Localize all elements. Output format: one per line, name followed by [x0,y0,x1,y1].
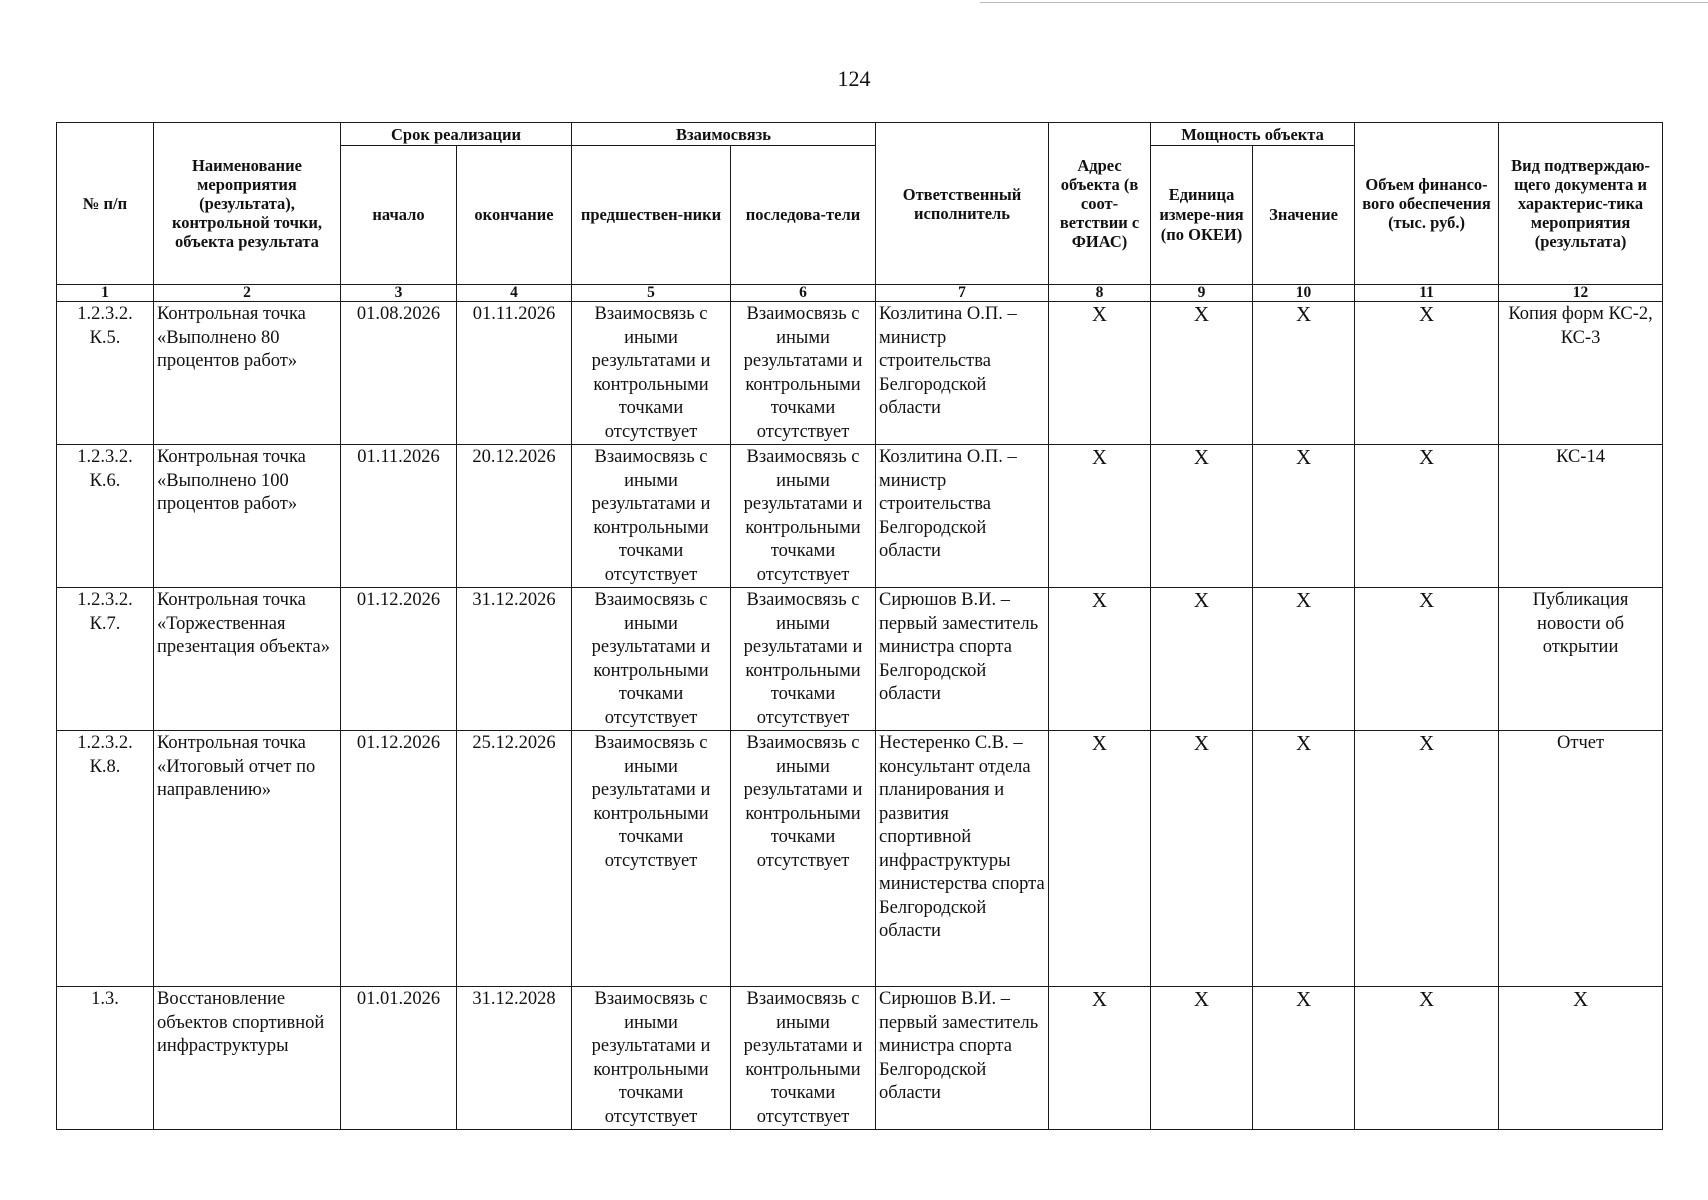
header-row-top [57,123,1663,146]
row-successors: Взаимосвязь с иными результатами и контрольными точками отсутствует [731,302,876,445]
row-end: 31.12.2026 [457,588,572,731]
row-start: 01.11.2026 [341,445,457,588]
row-unit: X [1151,302,1253,445]
column-number: 7 [876,285,1049,302]
header-num: № п/п [57,123,154,285]
row-value: X [1253,302,1355,445]
row-end: 31.12.2028 [457,987,572,1130]
column-number: 5 [572,285,731,302]
row-successors: Взаимосвязь с иными результатами и контрольными точками отсутствует [731,445,876,588]
column-number: 12 [1499,285,1663,302]
column-number: 3 [341,285,457,302]
table-row [57,302,1663,445]
row-end: 01.11.2026 [457,302,572,445]
table-row [57,731,1663,987]
row-value: X [1253,987,1355,1130]
row-num: 1.2.3.2. К.7. [57,588,154,731]
row-unit: X [1151,987,1253,1130]
row-responsible: Козлитина О.П. – министр строительства Белгородской области [876,302,1049,445]
row-address: X [1049,987,1151,1130]
row-predecessors: Взаимосвязь с иными результатами и контрольными точками отсутствует [572,987,731,1130]
column-number: 6 [731,285,876,302]
table-row [57,445,1663,588]
row-value: X [1253,588,1355,731]
row-successors: Взаимосвязь с иными результатами и контрольными точками отсутствует [731,987,876,1130]
header-name: Наименование мероприятия (результата), контрольной точки, объекта результата [154,123,341,285]
column-number: 4 [457,285,572,302]
row-unit: X [1151,731,1253,987]
row-successors: Взаимосвязь с иными результатами и контрольными точками отсутствует [731,588,876,731]
row-start: 01.01.2026 [341,987,457,1130]
row-value: X [1253,445,1355,588]
row-start: 01.12.2026 [341,731,457,987]
row-finance: X [1355,588,1499,731]
column-number-row [57,285,1663,302]
header-capacity: Мощность объекта [1151,123,1355,146]
row-responsible: Нестеренко С.В. – консультант отдела планирования и развития спортивной инфраструктуры министерства спорта Белгородской области [876,731,1049,987]
row-finance: X [1355,445,1499,588]
row-predecessors: Взаимосвязь с иными результатами и контрольными точками отсутствует [572,731,731,987]
header-successors: последова-тели [731,146,876,285]
header-address: Адрес объекта (в соот-ветствии с ФИАС) [1049,123,1151,285]
row-num: 1.2.3.2. К.6. [57,445,154,588]
row-address: X [1049,302,1151,445]
row-name: Контрольная точка «Выполнено 80 процентов работ» [154,302,341,445]
row-num: 1.2.3.2. К.5. [57,302,154,445]
row-finance: X [1355,987,1499,1130]
header-end: окончание [457,146,572,285]
column-number: 1 [57,285,154,302]
column-number: 8 [1049,285,1151,302]
row-end: 25.12.2026 [457,731,572,987]
header-start: начало [341,146,457,285]
row-num: 1.3. [57,987,154,1130]
row-name: Контрольная точка «Итоговый отчет по направлению» [154,731,341,987]
row-name: Восстановление объектов спортивной инфраструктуры [154,987,341,1130]
plan-table [56,122,1663,1130]
header-doc-type: Вид подтверждаю-щего документа и характерис-тика мероприятия (результата) [1499,123,1663,285]
row-unit: X [1151,588,1253,731]
column-number: 11 [1355,285,1499,302]
row-doc-type: Отчет [1499,731,1663,987]
column-number: 10 [1253,285,1355,302]
header-responsible: Ответственный исполнитель [876,123,1049,285]
row-responsible: Сирюшов В.И. – первый заместитель министра спорта Белгородской области [876,987,1049,1130]
header-unit: Единица измере-ния (по ОКЕИ) [1151,146,1253,285]
row-predecessors: Взаимосвязь с иными результатами и контрольными точками отсутствует [572,445,731,588]
row-address: X [1049,588,1151,731]
row-doc-type: Публикация новости об открытии [1499,588,1663,731]
row-start: 01.12.2026 [341,588,457,731]
column-number: 2 [154,285,341,302]
row-finance: X [1355,302,1499,445]
row-responsible: Козлитина О.П. – министр строительства Белгородской области [876,445,1049,588]
row-start: 01.08.2026 [341,302,457,445]
header-value: Значение [1253,146,1355,285]
scan-edge-line [980,2,1708,3]
row-end: 20.12.2026 [457,445,572,588]
row-successors: Взаимосвязь с иными результатами и контрольными точками отсутствует [731,731,876,987]
header-predecessors: предшествен-ники [572,146,731,285]
header-relation: Взаимосвязь [572,123,876,146]
column-number: 9 [1151,285,1253,302]
row-predecessors: Взаимосвязь с иными результатами и контрольными точками отсутствует [572,588,731,731]
row-doc-type: Копия форм КС-2, КС-3 [1499,302,1663,445]
header-period: Срок реализации [341,123,572,146]
row-doc-type: X [1499,987,1663,1130]
row-value: X [1253,731,1355,987]
row-doc-type: КС-14 [1499,445,1663,588]
table-row [57,588,1663,731]
row-address: X [1049,445,1151,588]
row-finance: X [1355,731,1499,987]
page-number: 124 [837,66,871,91]
row-name: Контрольная точка «Торжественная презентация объекта» [154,588,341,731]
row-num: 1.2.3.2. К.8. [57,731,154,987]
row-responsible: Сирюшов В.И. – первый заместитель министра спорта Белгородской области [876,588,1049,731]
row-predecessors: Взаимосвязь с иными результатами и контрольными точками отсутствует [572,302,731,445]
table-row [57,987,1663,1130]
row-unit: X [1151,445,1253,588]
header-finance: Объем финансо-вого обеспечения (тыс. руб.) [1355,123,1499,285]
row-address: X [1049,731,1151,987]
row-name: Контрольная точка «Выполнено 100 процентов работ» [154,445,341,588]
